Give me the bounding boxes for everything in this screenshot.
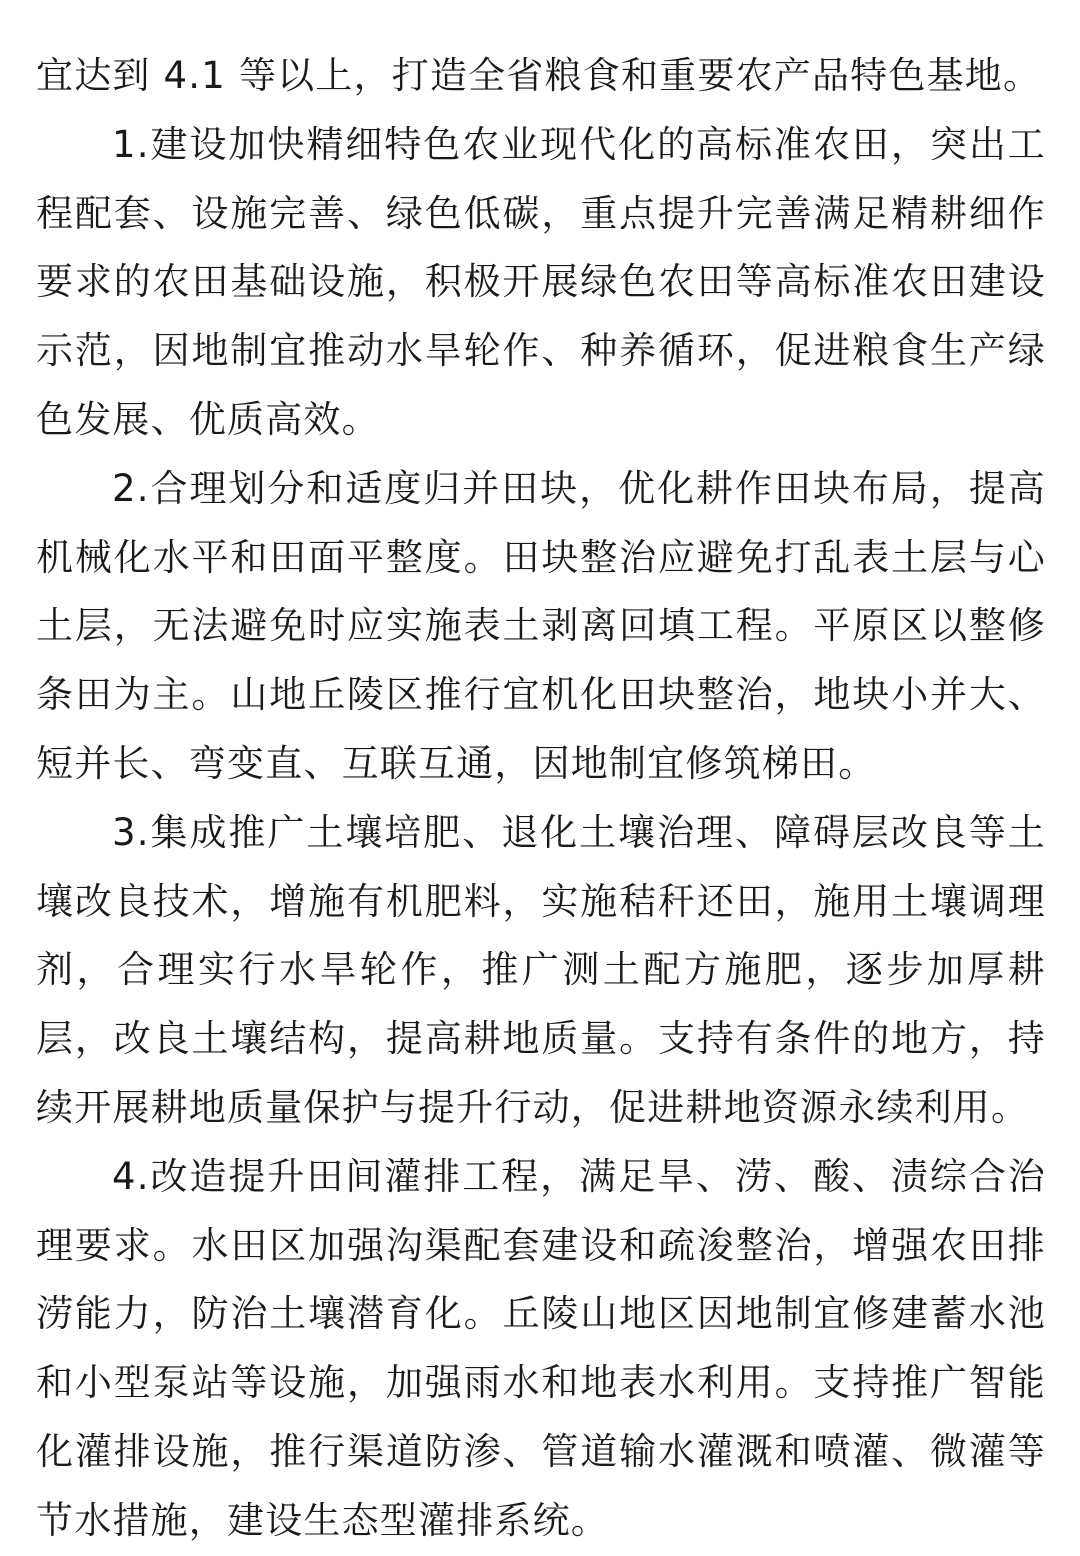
- paragraph-item-2: 2.合理划分和适度归并田块，优化耕作田块布局，提高机械化水平和田面平整度。田块整治应避免打乱表土层与心土层，无法避免时应实施表土剥离回填工程。平原区以整修条田为主。山地丘陵区推行宜机化田块整治，地块小并大、短并长、弯变直、互联互通，因地制宜修筑梯田。: [36, 466, 1046, 785]
- paragraph-item-3: 3.集成推广土壤培肥、退化土壤治理、障碍层改良等土壤改良技术，增施有机肥料，实施秸秆还田，施用土壤调理剂，合理实行水旱轮作，推广测土配方施肥，逐步加厚耕层，改良土壤结构，提高耕地质量。支持有条件的地方，持续开展耕地质量保护与提升行动，促进耕地资源永续利用。: [36, 810, 1046, 1129]
- paragraph-continuation: 宜达到 4.1 等以上，打造全省粮食和重要农产品特色基地。: [36, 54, 1042, 97]
- paragraph-item-1: 1.建设加快精细特色农业现代化的高标准农田，突出工程配套、设施完善、绿色低碳，重点提升完善满足精耕细作要求的农田基础设施，积极开展绿色农田等高标准农田建设示范，因地制宜推动水旱轮作、种养循环，促进粮食生产绿色发展、优质高效。: [36, 122, 1046, 441]
- paragraph-item-4: 4.改造提升田间灌排工程，满足旱、涝、酸、渍综合治理要求。水田区加强沟渠配套建设和疏浚整治，增强农田排涝能力，防治土壤潜育化。丘陵山地区因地制宜修建蓄水池和小型泵站等设施，加强雨水和地表水利用。支持推广智能化灌排设施，推行渠道防渗、管道输水灌溉和喷灌、微灌等节水措施，建设生态型灌排系统。: [36, 1154, 1046, 1542]
